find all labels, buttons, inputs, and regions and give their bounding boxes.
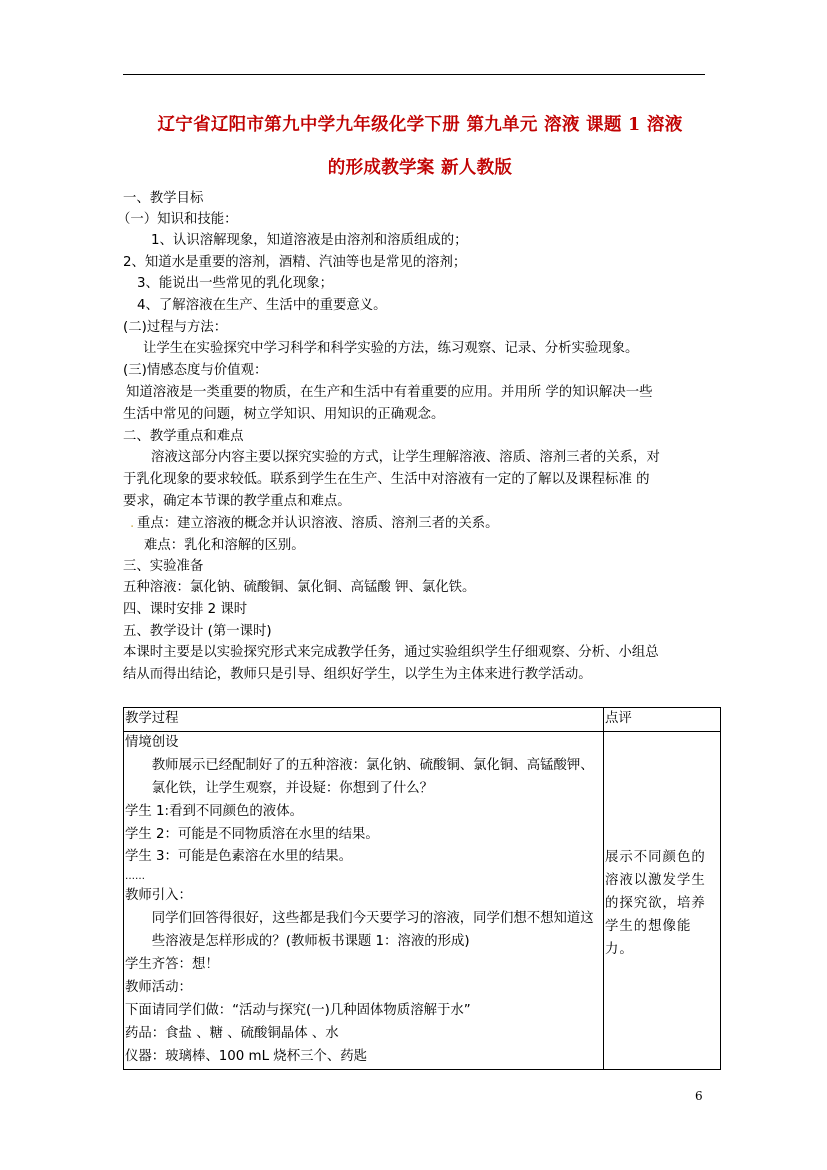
key-points-text-line-2: 于乳化现象的要求较低。联系到学生在生产、生活中对溶液有一定的了解以及课程标准 的 <box>123 472 650 487</box>
list-marker: . <box>130 516 135 531</box>
experiment-prep-text: 五种溶液：氯化钠、硫酸铜、氯化铜、高锰酸 钾、氯化铁。 <box>123 580 476 595</box>
process-line: 教师展示已经配制好了的五种溶液：氯化钠、硫酸铜、氯化铜、高锰酸钾、氯化铁，让学生观察，并设疑：你想到了什么？ <box>151 757 594 796</box>
objective-item-2: 2、知道水是重要的溶剂，酒精、汽油等也是常见的溶剂； <box>123 255 467 270</box>
teaching-design-text-line-1: 本课时主要是以实验探究形式来完成教学任务，通过实验组织学生仔细观察、分析、小组总 <box>123 645 659 660</box>
page-number: 6 <box>695 1089 703 1103</box>
header-process: 教学过程 <box>124 708 604 732</box>
process-line: 学生 1:看到不同颜色的液体。 <box>125 803 303 819</box>
section-heading-objectives: 一、教学目标 <box>123 191 204 206</box>
comment-text: 展示不同颜色的溶液以激发学生的探究欲，培养学生的想像能力。 <box>605 849 706 957</box>
process-line: 同学们回答得很好，这些都是我们今天要学习的溶液，同学们想不想知道这些溶液是怎样形成的？(教师板书课题 1：溶液的形成) <box>151 911 594 950</box>
process-line: 学生 2：可能是不同物质溶在水里的结果。 <box>125 826 379 842</box>
comment-cell <box>604 731 721 1069</box>
process-line: 药品：食盐 、糖 、硫酸铜晶体 、水 <box>125 1025 339 1041</box>
difficult-point-text: 难点：乳化和溶解的区别。 <box>144 538 305 553</box>
lesson-table <box>123 707 721 1070</box>
attitude-text-line-1: 知道溶液是一类重要的物质，在生产和生活中有着重要的应用。并用所 学的知识解决一些 <box>126 385 653 400</box>
process-method-text: 让学生在实验探究中学习科学和科学实验的方法，练习观察、记录、分析实验现象。 <box>143 341 639 356</box>
key-points-text-line-1: 溶液这部分内容主要以探究实验的方式，让学生理解溶液、溶质、溶剂三者的关系，对 <box>151 450 660 465</box>
process-cell <box>124 731 604 1069</box>
process-line: 下面请同学们做：“活动与探究(一)几种固体物质溶解于水” <box>125 1002 471 1018</box>
table-body-row <box>124 731 721 1069</box>
teaching-design-text-line-2: 结从而得出结论，教师只是引导、组织好学生，以学生为主体来进行教学活动。 <box>123 667 592 682</box>
process-line: 教师活动： <box>125 979 192 995</box>
key-point-text: 重点：建立溶液的概念并认识溶液、溶质、溶剂三者的关系。 <box>137 516 499 531</box>
section-heading-schedule: 四、课时安排 2 课时 <box>123 602 248 617</box>
document-title-line-2: 的形成教学案 新人教版 <box>327 158 513 178</box>
objective-item-4: 4、了解溶液在生产、生活中的重要意义。 <box>137 298 387 313</box>
section-heading-experiment-prep: 三、实验准备 <box>123 559 204 574</box>
objective-item-1: 1、认识溶解现象，知道溶液是由溶剂和溶质组成的； <box>151 233 468 248</box>
process-line: 教师引入： <box>125 888 192 904</box>
objective-item-3: 3、能说出一些常见的乳化现象； <box>137 276 333 291</box>
section-heading-key-points: 二、教学重点和难点 <box>123 429 244 444</box>
document-title-line-1: 辽宁省辽阳市第九中学九年级化学下册 第九单元 溶液 课题 1 溶液 <box>157 115 683 135</box>
process-line: 情境创设 <box>125 734 179 750</box>
subsection-attitude-values: (三)情感态度与价值观： <box>123 363 268 378</box>
section-heading-teaching-design: 五、教学设计 (第一课时) <box>123 624 272 639</box>
process-line: 学生 3：可能是色素溶在水里的结果。 <box>125 849 353 865</box>
process-ellipsis: …… <box>125 871 145 883</box>
subsection-process-method: (二)过程与方法： <box>123 320 228 335</box>
process-line: 学生齐答：想！ <box>125 957 219 973</box>
key-points-text-line-3: 要求，确定本节课的教学重点和难点。 <box>123 494 351 509</box>
header-rule <box>123 74 705 75</box>
table-header-row <box>124 708 721 732</box>
header-comment: 点评 <box>604 708 721 732</box>
subsection-knowledge-skills: （一）知识和技能： <box>117 212 238 227</box>
process-line: 仪器：玻璃棒、100 mL 烧杯三个、药匙 <box>125 1048 368 1064</box>
attitude-text-line-2: 生活中常见的问题，树立学知识、用知识的正确观念。 <box>123 407 445 422</box>
